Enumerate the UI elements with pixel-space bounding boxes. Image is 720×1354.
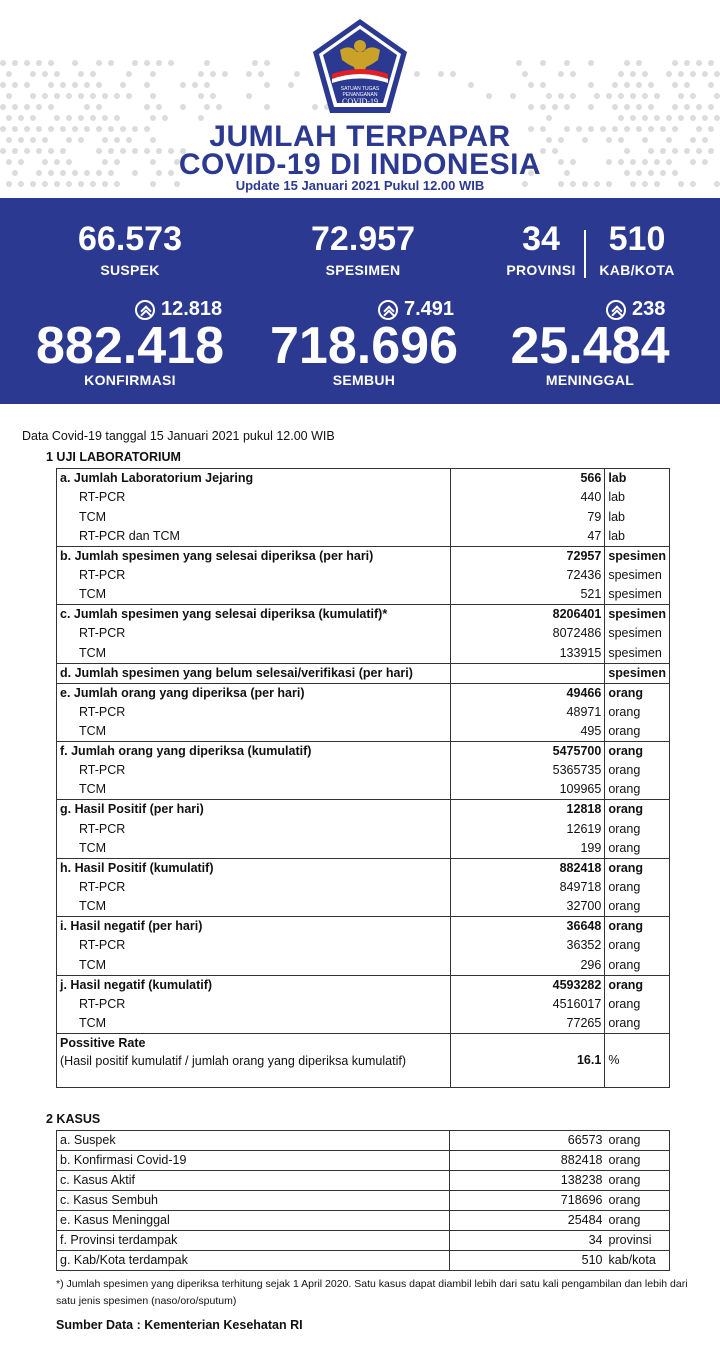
lab-cell-unit: orang [605, 819, 670, 838]
kasus-cell-unit: orang [606, 1151, 670, 1171]
sembuh-label: SEMBUH [332, 372, 396, 388]
lab-cell-label: TCM [57, 956, 451, 976]
lab-cell-unit: orang [605, 897, 670, 917]
lab-group-row [57, 858, 670, 878]
lab-cell-unit: spesimen [605, 663, 670, 683]
section-kasus: 2 KASUS [46, 1112, 101, 1126]
positive-rate-label [57, 1033, 451, 1087]
kasus-cell-value: 510 [450, 1251, 606, 1271]
lab-cell-value: 47 [450, 527, 605, 547]
lab-group-row [57, 605, 670, 625]
lab-cell-unit: orang [605, 1014, 670, 1034]
lab-group-row [57, 546, 670, 566]
lab-cell-unit: orang [605, 741, 670, 761]
lab-sub-row [57, 527, 670, 547]
kabkota-value: 510 [608, 220, 666, 258]
lab-cell-label: TCM [57, 1014, 451, 1034]
konfirmasi-delta-value: 12.818 [161, 298, 223, 320]
lab-sub-row [57, 839, 670, 859]
lab-cell-value: 8206401 [450, 605, 605, 625]
lab-cell-value: 77265 [450, 1014, 605, 1034]
kabkota-label: KAB/KOTA [599, 262, 675, 278]
lab-cell-label: f. Jumlah orang yang diperiksa (kumulatif) [57, 741, 451, 761]
footnote: *) Jumlah spesimen yang diperiksa terhitung sejak 1 April 2020. Satu kasus dapat diambil lebih dari satu kali pengambilan dan lebih dari satu jenis spesimen (naso/oro/sputum) [56, 1278, 688, 1307]
lab-sub-row [57, 722, 670, 742]
lab-cell-unit: spesimen [605, 624, 670, 643]
lab-cell-unit: lab [605, 527, 670, 547]
lab-cell-unit: orang [605, 703, 670, 722]
lab-cell-unit: orang [605, 975, 670, 995]
lab-sub-row [57, 995, 670, 1014]
lab-sub-row [57, 488, 670, 507]
lab-cell-value: 521 [450, 585, 605, 605]
lab-sub-row [57, 624, 670, 643]
logo-text-1: SATUAN TUGAS [340, 86, 380, 92]
kasus-cell-value: 34 [450, 1231, 606, 1251]
sembuh-value: 718.696 [270, 317, 458, 375]
kasus-cell-unit: orang [606, 1131, 670, 1151]
kasus-row [57, 1171, 670, 1191]
lab-cell-value: 495 [450, 722, 605, 742]
lab-cell-label: TCM [57, 780, 451, 800]
stats-banner [0, 198, 720, 404]
lab-cell-label: h. Hasil Positif (kumulatif) [57, 858, 451, 878]
kasus-row [57, 1251, 670, 1271]
provinsi-label: PROVINSI [506, 262, 576, 278]
kasus-row [57, 1211, 670, 1231]
lab-group-row [57, 683, 670, 703]
data-source: Sumber Data : Kementerian Kesehatan RI [56, 1318, 303, 1332]
lab-cell-value: 296 [450, 956, 605, 976]
lab-cell-unit: orang [605, 956, 670, 976]
lab-group-row [57, 975, 670, 995]
lab-cell-label: RT-PCR [57, 703, 451, 722]
lab-cell-value: 49466 [450, 683, 605, 703]
lab-cell-value: 12619 [450, 819, 605, 838]
lab-sub-row [57, 566, 670, 585]
lab-cell-unit: orang [605, 800, 670, 820]
lab-cell-label: d. Jumlah spesimen yang belum selesai/verifikasi (per hari) [57, 663, 451, 683]
kasus-cell-label: e. Kasus Meninggal [57, 1211, 450, 1231]
lab-group-row [57, 469, 670, 489]
lab-cell-unit: orang [605, 995, 670, 1014]
lab-cell-value: 440 [450, 488, 605, 507]
lab-cell-unit: orang [605, 878, 670, 897]
lab-cell-value: 72957 [450, 546, 605, 566]
lab-cell-value: 72436 [450, 566, 605, 585]
lab-cell-value: 5365735 [450, 761, 605, 780]
spesimen-label: SPESIMEN [325, 262, 401, 278]
lab-cell-label: TCM [57, 585, 451, 605]
lab-cell-unit: orang [605, 683, 670, 703]
kasus-cell-label: f. Provinsi terdampak [57, 1231, 450, 1251]
lab-cell-value: 566 [450, 469, 605, 489]
lab-cell-value: 32700 [450, 897, 605, 917]
section-uji-laboratorium: 1 UJI LABORATORIUM [46, 450, 181, 464]
page-title-line2: COVID-19 DI INDONESIA [178, 148, 542, 181]
lab-sub-row [57, 1014, 670, 1034]
lab-cell-value: 199 [450, 839, 605, 859]
kasus-cell-label: a. Suspek [57, 1131, 450, 1151]
update-timestamp: Update 15 Januari 2021 Pukul 12.00 WIB [235, 178, 485, 193]
lab-cell-label: TCM [57, 644, 451, 664]
meninggal-value: 25.484 [510, 317, 670, 375]
spesimen-value: 72.957 [311, 220, 415, 258]
kasus-cell-value: 138238 [450, 1171, 606, 1191]
kasus-row [57, 1191, 670, 1211]
kasus-cell-unit: kab/kota [606, 1251, 670, 1271]
kasus-cell-unit: provinsi [606, 1231, 670, 1251]
lab-cell-value: 4593282 [450, 975, 605, 995]
lab-sub-row [57, 780, 670, 800]
lab-cell-label: RT-PCR [57, 624, 451, 643]
kasus-row [57, 1151, 670, 1171]
lab-cell-unit: orang [605, 761, 670, 780]
lab-cell-value: 48971 [450, 703, 605, 722]
lab-cell-label: TCM [57, 722, 451, 742]
kasus-cell-value: 25484 [450, 1211, 606, 1231]
lab-cell-label: g. Hasil Positif (per hari) [57, 800, 451, 820]
positive-rate-row [57, 1033, 670, 1087]
lab-cell-label: TCM [57, 839, 451, 859]
lab-cell-unit: orang [605, 780, 670, 800]
suspek-value: 66.573 [78, 220, 182, 258]
lab-sub-row [57, 956, 670, 976]
kasus-cell-unit: orang [606, 1191, 670, 1211]
lab-table [56, 468, 670, 1088]
lab-cell-value: 36352 [450, 936, 605, 955]
positive-rate-unit: % [605, 1033, 670, 1087]
lab-cell-unit: orang [605, 936, 670, 955]
lab-group-row [57, 741, 670, 761]
kasus-cell-label: c. Kasus Aktif [57, 1171, 450, 1191]
lab-cell-value: 8072486 [450, 624, 605, 643]
lab-cell-value: 133915 [450, 644, 605, 664]
kasus-row [57, 1231, 670, 1251]
kasus-cell-label: g. Kab/Kota terdampak [57, 1251, 450, 1271]
lab-sub-row [57, 936, 670, 955]
satgas-covid19-logo [310, 16, 410, 116]
lab-cell-unit: spesimen [605, 605, 670, 625]
lab-cell-unit: orang [605, 858, 670, 878]
lab-cell-value [450, 663, 605, 683]
page-title-line1: JUMLAH TERPAPAR [209, 120, 511, 153]
lab-cell-label: b. Jumlah spesimen yang selesai diperiksa (per hari) [57, 546, 451, 566]
suspek-label: SUSPEK [100, 262, 160, 278]
lab-group-row [57, 800, 670, 820]
lab-cell-label: i. Hasil negatif (per hari) [57, 917, 451, 937]
lab-cell-unit: spesimen [605, 644, 670, 664]
lab-cell-unit: lab [605, 507, 670, 526]
lab-cell-value: 882418 [450, 858, 605, 878]
lab-cell-label: RT-PCR dan TCM [57, 527, 451, 547]
positive-rate-title: Possitive Rate [60, 1035, 146, 1050]
lab-cell-label: RT-PCR [57, 878, 451, 897]
lab-cell-label: RT-PCR [57, 761, 451, 780]
lab-sub-row [57, 761, 670, 780]
meninggal-label: MENINGGAL [545, 372, 635, 388]
kasus-cell-value: 882418 [450, 1151, 606, 1171]
lab-cell-unit: lab [605, 469, 670, 489]
lab-cell-unit: spesimen [605, 585, 670, 605]
lab-cell-unit: spesimen [605, 546, 670, 566]
provinsi-value: 34 [522, 220, 560, 258]
lab-cell-label: e. Jumlah orang yang diperiksa (per hari) [57, 683, 451, 703]
logo-text-2: PENANGANAN [342, 92, 378, 98]
lab-cell-value: 5475700 [450, 741, 605, 761]
positive-rate-desc: (Hasil positif kumulatif / jumlah orang yang diperiksa kumulatif) [60, 1053, 406, 1068]
lab-cell-value: 79 [450, 507, 605, 526]
banner-divider [584, 230, 586, 278]
lab-cell-label: a. Jumlah Laboratorium Jejaring [57, 469, 451, 489]
lab-cell-label: RT-PCR [57, 566, 451, 585]
kasus-cell-unit: orang [606, 1171, 670, 1191]
lab-cell-unit: spesimen [605, 566, 670, 585]
kasus-cell-label: b. Konfirmasi Covid-19 [57, 1151, 450, 1171]
lab-group-row [57, 917, 670, 937]
meninggal-delta-value: 238 [632, 298, 666, 320]
lab-cell-value: 12818 [450, 800, 605, 820]
header [0, 0, 720, 198]
logo-text-3: COVID-19 [342, 97, 378, 106]
lab-sub-row [57, 585, 670, 605]
lab-sub-row [57, 703, 670, 722]
lab-cell-label: TCM [57, 507, 451, 526]
lab-cell-label: c. Jumlah spesimen yang selesai diperiksa (kumulatif)* [57, 605, 451, 625]
lab-cell-label: RT-PCR [57, 995, 451, 1014]
lab-cell-value: 4516017 [450, 995, 605, 1014]
kasus-cell-value: 66573 [450, 1131, 606, 1151]
kasus-cell-label: c. Kasus Sembuh [57, 1191, 450, 1211]
lab-group-row [57, 663, 670, 683]
lab-cell-label: j. Hasil negatif (kumulatif) [57, 975, 451, 995]
kasus-row [57, 1131, 670, 1151]
document-title: Data Covid-19 tanggal 15 Januari 2021 pukul 12.00 WIB [22, 429, 335, 443]
lab-sub-row [57, 878, 670, 897]
lab-cell-label: RT-PCR [57, 819, 451, 838]
lab-sub-row [57, 644, 670, 664]
sembuh-delta-value: 7.491 [404, 298, 455, 320]
lab-cell-unit: orang [605, 917, 670, 937]
konfirmasi-label: KONFIRMASI [84, 372, 176, 388]
lab-cell-unit: lab [605, 488, 670, 507]
positive-rate-value: 16.1 [450, 1033, 605, 1087]
lab-cell-value: 109965 [450, 780, 605, 800]
lab-cell-unit: orang [605, 839, 670, 859]
lab-cell-value: 849718 [450, 878, 605, 897]
lab-cell-value: 36648 [450, 917, 605, 937]
lab-cell-label: TCM [57, 897, 451, 917]
kasus-cell-value: 718696 [450, 1191, 606, 1211]
lab-cell-label: RT-PCR [57, 488, 451, 507]
kasus-cell-unit: orang [606, 1211, 670, 1231]
lab-sub-row [57, 507, 670, 526]
kasus-table [56, 1130, 670, 1271]
lab-cell-label: RT-PCR [57, 936, 451, 955]
lab-sub-row [57, 819, 670, 838]
lab-sub-row [57, 897, 670, 917]
lab-cell-unit: orang [605, 722, 670, 742]
konfirmasi-value: 882.418 [36, 317, 224, 375]
